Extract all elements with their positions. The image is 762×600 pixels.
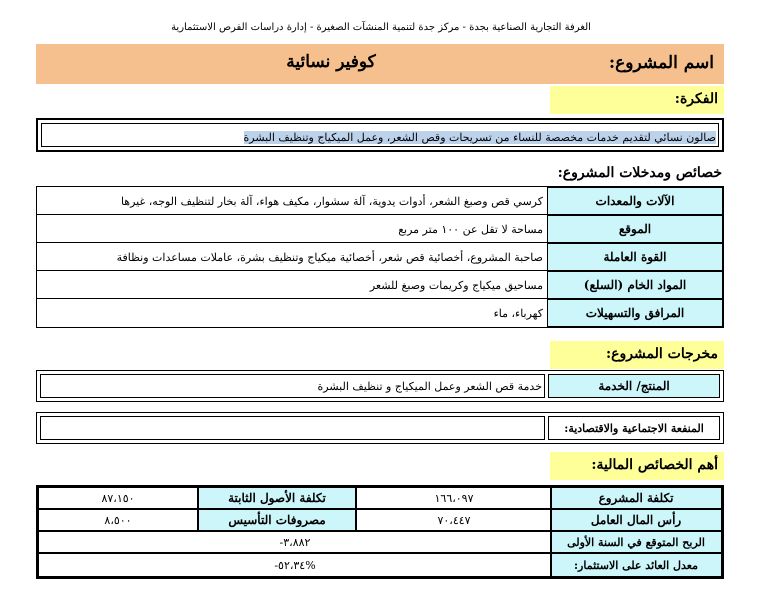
financials-table [36, 485, 724, 579]
working-capital-value: ٧٠،٤٤٧ [356, 509, 552, 531]
first-year-profit-label: الربح المتوقع في السنة الأولى [550, 531, 722, 553]
inputs-row [37, 215, 723, 243]
financials-heading: أهم الخصائص المالية: [550, 452, 724, 480]
idea-text: صالون نسائي لتقديم خدمات مخصصة للنساء من تسريحات وقص الشعر، وعمل الميكياج وتنظيف البشرة [243, 131, 716, 144]
inputs-row [37, 187, 723, 215]
setup-costs-label: مصروفات التأسيس [198, 509, 356, 531]
input-label-location: الموقع [547, 215, 723, 243]
roi-value: -٥٢،٣٤% [38, 553, 552, 577]
input-label-utilities: المرافق والتسهيلات [547, 299, 723, 327]
idea-box [36, 118, 724, 152]
setup-costs-value: ٨،٥٠٠ [38, 509, 198, 531]
fixed-assets-value: ٨٧،١٥٠ [38, 487, 198, 509]
benefit-label: المنفعة الاجتماعية والاقتصادية: [548, 416, 720, 440]
product-label: المنتج/ الخدمة [548, 374, 720, 398]
project-name: كوفير نسائية [286, 52, 376, 72]
benefit-box [36, 412, 724, 444]
input-value-utilities: كهرباء، ماء [493, 307, 543, 320]
outputs-heading: مخرجات المشروع: [550, 341, 724, 369]
input-label-workforce: القوة العاملة [547, 243, 723, 271]
product-value: خدمة قص الشعر وعمل الميكياج و تنظيف البشرة [317, 380, 542, 393]
input-value-equipment: كرسي قص وصبغ الشعر، أدوات يدوية، آلة سشوار، مكيف هواء، آلة بخار لتنظيف الوجه، غيرها [120, 195, 543, 208]
input-label-raw-materials: المواد الخام (السلع) [547, 271, 723, 299]
input-value-location: مساحة لا تقل عن ١٠٠ متر مربع [398, 223, 543, 236]
input-label-equipment: الآلات والمعدات [547, 187, 723, 215]
inputs-table [36, 186, 724, 328]
outputs-box [36, 370, 724, 402]
input-value-raw-materials: مساحيق ميكياج وكريمات وصبغ للشعر [369, 279, 543, 292]
project-title-bar [36, 44, 724, 84]
idea-heading: الفكرة: [550, 86, 724, 114]
inputs-row [37, 271, 723, 299]
working-capital-label: رأس المال العامل [550, 509, 722, 531]
project-name-label: اسم المشروع: [608, 53, 714, 73]
document-header: الغرفة التجارية الصناعية بجدة - مركز جدة لتنمية المنشآت الصغيرة - إدارة دراسات الفرص الاستثمارية [171, 22, 591, 33]
first-year-profit-value: -٣،٨٨٢ [38, 531, 552, 553]
roi-label: معدل العائد على الاستثمار: [550, 553, 722, 577]
fixed-assets-label: تكلفة الأصول الثابتة [198, 487, 356, 509]
project-cost-value: ١٦٦،٠٩٧ [356, 487, 552, 509]
inputs-heading: خصائص ومدخلات المشروع: [557, 165, 722, 181]
inputs-row [37, 299, 723, 327]
input-value-workforce: صاحبة المشروع، أخصائية قص شعر، أخصائية ميكياج وتنظيف بشرة، عاملات مساعدات ونظافة [116, 251, 543, 264]
project-cost-label: تكلفة المشروع [550, 487, 722, 509]
inputs-row [37, 243, 723, 271]
